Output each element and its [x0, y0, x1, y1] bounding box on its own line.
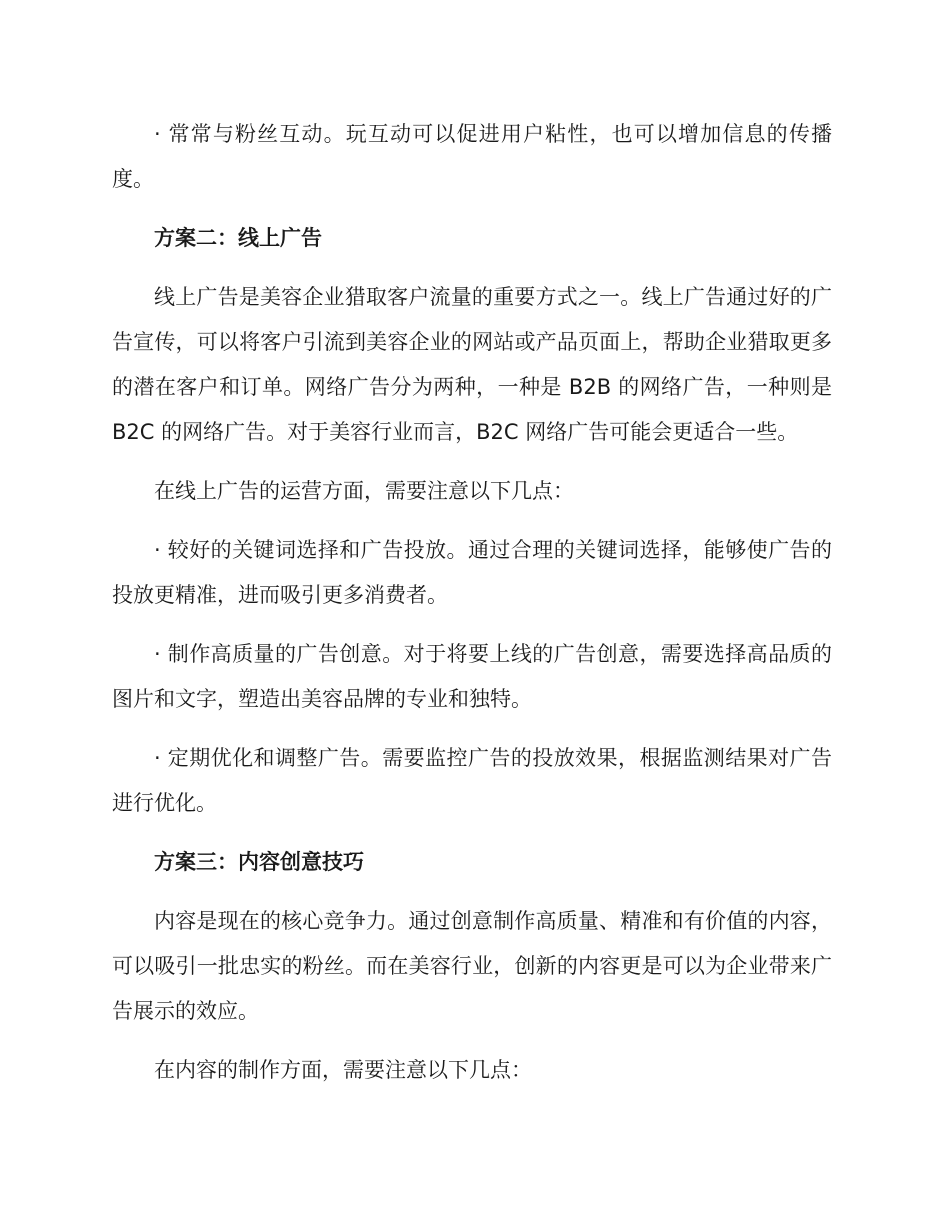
- bullet-keywords: · 较好的关键词选择和广告投放。通过合理的关键词选择，能够使广告的投放更精准，进而吸引更多消费者。: [112, 538, 832, 607]
- bullet-ad-creative: · 制作高质量的广告创意。对于将要上线的广告创意，需要选择高品质的图片和文字，塑造出美容品牌的专业和独特。: [112, 642, 832, 711]
- bullet-ad-optimization: · 定期优化和调整广告。需要监控广告的投放效果，根据监测结果对广告进行优化。: [112, 746, 832, 815]
- paragraph-online-ads-intro: 线上广告是美容企业猎取客户流量的重要方式之一。线上广告通过好的广告宣传，可以将客户引流到美容企业的网站或产品页面上，帮助企业猎取更多的潜在客户和订单。网络广告分为两种，一种是 B2B 的网络广告，一种则是 B2C 的网络广告。对于美容行业而言，B2C 网络广告可能会更适合一些。: [112, 285, 832, 444]
- document-body: [112, 112, 832, 1107]
- heading-plan-two: 方案二：线上广告: [154, 226, 322, 250]
- paragraph-content-intro: 内容是现在的核心竞争力。通过创意制作高质量、精准和有价值的内容，可以吸引一批忠实的粉丝。而在美容行业，创新的内容更是可以为企业带来广告展示的效应。: [112, 909, 832, 1023]
- bullet-interaction: · 常常与粉丝互动。玩互动可以促进用户粘性，也可以增加信息的传播度。: [112, 122, 832, 191]
- paragraph-content-notes: 在内容的制作方面，需要注意以下几点：: [154, 1058, 532, 1082]
- heading-plan-three: 方案三：内容创意技巧: [154, 850, 364, 874]
- paragraph-online-ads-notes: 在线上广告的运营方面，需要注意以下几点：: [154, 479, 574, 503]
